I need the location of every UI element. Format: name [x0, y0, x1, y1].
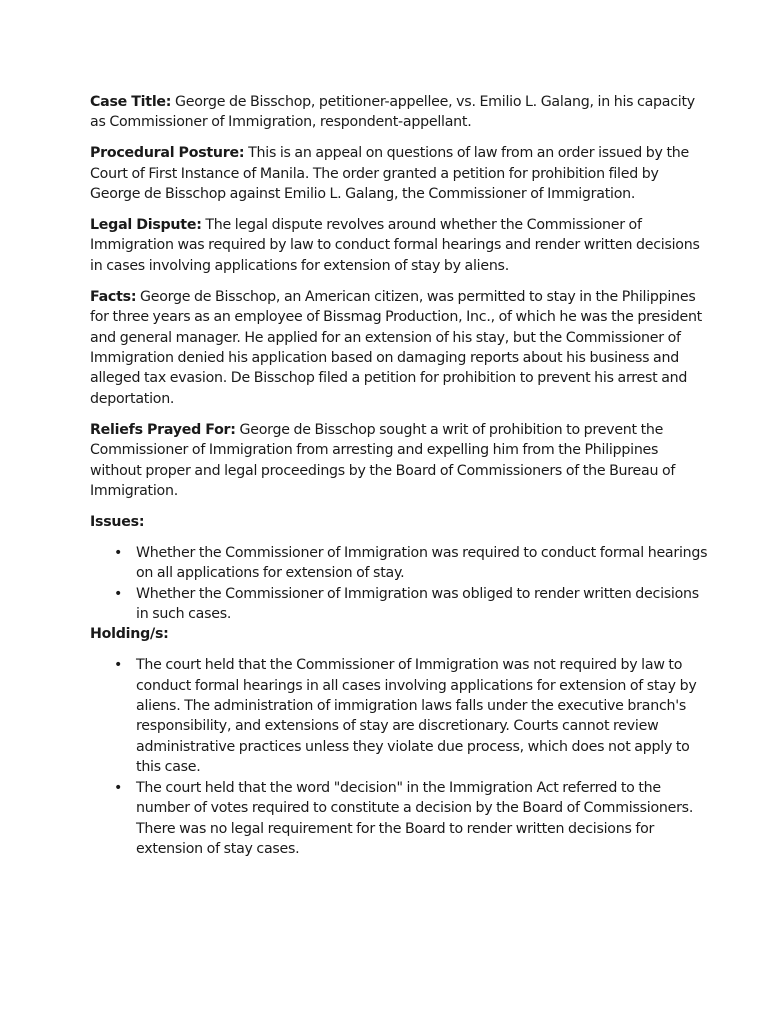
procedural-posture-paragraph — [90, 143, 710, 204]
holdings-list — [90, 655, 710, 859]
reliefs-text: George de Bisschop sought a writ of prohibition to prevent the Commissioner of Immigration from arresting and expelling him from the Philippines without proper and legal proceedings by the Board of Commissioners of the Bureau of Immigration. — [90, 421, 676, 499]
holdings-heading: Holding/s: — [90, 626, 169, 643]
issues-heading: Issues: — [90, 513, 145, 530]
bullet-icon: • — [114, 544, 123, 561]
facts-text: George de Bisschop, an American citizen, was permitted to stay in the Philippines for three years as an employee of Bissmag Production, Inc., of which he was the president and general manager. He applied for an extension of his stay, but the Commissioner of Immigration denied his application based on damaging reports about his business and alleged tax evasion. De Bisschop filed a petition for prohibition to prevent his arrest and deportation. — [90, 288, 702, 407]
bullet-icon: • — [114, 585, 123, 602]
procedural-posture-label: Procedural Posture: — [90, 145, 245, 162]
holding-item — [90, 655, 710, 777]
reliefs-paragraph — [90, 420, 710, 502]
case-digest-document — [90, 92, 710, 859]
holding-text: The court held that the word "decision" in the Immigration Act referred to the number of votes required to constitute a decision by the Board of Commissioners. There was no legal requirement for the Board to render written decisions for extension of stay cases. — [136, 779, 694, 857]
case-title-paragraph — [90, 92, 710, 133]
case-title-label: Case Title: — [90, 94, 172, 110]
legal-dispute-label: Legal Dispute: — [90, 217, 202, 234]
issues-list — [90, 543, 710, 625]
facts-paragraph — [90, 287, 710, 409]
holding-item — [90, 778, 710, 860]
bullet-icon: • — [114, 779, 123, 796]
holding-text: The court held that the Commissioner of Immigration was not required by law to conduct formal hearings in all cases involving applications for extension of stay by aliens. The administration of immigration laws falls under the executive branch's responsibility, and extensions of stay are discretionary. Courts cannot review administrative practices unless they violate due process, which does not apply to this case. — [136, 657, 697, 776]
bullet-icon: • — [114, 657, 123, 674]
legal-dispute-text: The legal dispute revolves around whether the Commissioner of Immigration was required by law to conduct formal hearings and render written decisions in cases involving applications for extension of stay by aliens. — [90, 217, 700, 274]
issue-item — [90, 584, 710, 625]
facts-label: Facts: — [90, 288, 137, 305]
procedural-posture-text: This is an appeal on questions of law from an order issued by the Court of First Instance of Manila. The order granted a petition for prohibition filed by George de Bisschop against Emilio L. Galang, the Commissioner of Immigration. — [90, 145, 689, 203]
reliefs-label: Reliefs Prayed For: — [90, 421, 236, 438]
case-title-text: George de Bisschop, petitioner-appellee, vs. Emilio L. Galang, in his capacity as Commissioner of Immigration, respondent-appellant. — [90, 94, 695, 131]
legal-dispute-paragraph — [90, 215, 710, 276]
issue-text: Whether the Commissioner of Immigration was obliged to render written decisions in such cases. — [136, 585, 699, 622]
issue-text: Whether the Commissioner of Immigration was required to conduct formal hearings on all applications for extension of stay. — [136, 544, 708, 582]
issue-item — [90, 543, 710, 584]
